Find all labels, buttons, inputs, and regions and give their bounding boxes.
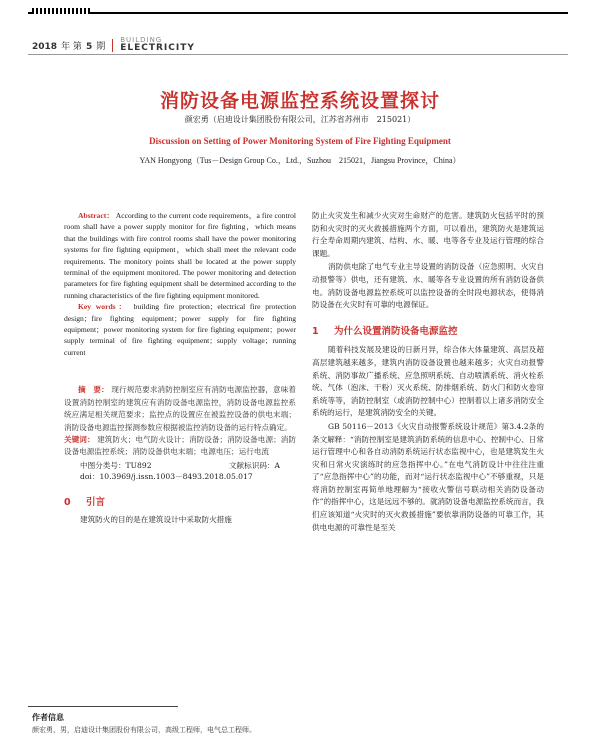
keywords-en-text: building fire protection；electrical fire protection design；fire fighting equipment；power supply for fire fighting equipment；power monitoring system for fire fighting equipment；power supply terminal of fire fighting equipment；supply voltage；running current <box>64 302 296 357</box>
document-code: 文献标识码：A <box>228 460 280 470</box>
journal-header <box>32 38 195 52</box>
top-rule <box>28 12 568 20</box>
header-divider <box>28 54 568 55</box>
left-column <box>64 210 296 526</box>
brand-line1: BUILDING <box>120 36 163 44</box>
section-0-title: 引言 <box>85 496 105 508</box>
keywords-cn-text: 建筑防火；电气防火设计；消防设备；消防设备电源；消防设备电源监控系统；消防设备供电末端；电源电压；运行电流 <box>64 434 297 457</box>
right-paragraph-1: 防止火灾发生和减少火灾对生命财产的危害。建筑防火包括平时的预防和火灾时的灭火救援措施两个方面，可以看出，建筑防火是建筑运行全寿命周期内建筑、结构、水、暖、电等各专业及运行管理的综合课题。 <box>312 211 544 258</box>
keywords-cn <box>64 434 296 459</box>
abstract-cn-text: 现行规范要求消防控制室应有消防电源监控器，意味着设置消防控制室的建筑应有消防设备电源监控，消防设备电源监控系统应满足相关规范要求；监控点的设置应在被监控设备的供电末端；消防设备电源监控探测参数应根据被监控消防设备的运行特点确定。 <box>64 385 297 432</box>
right-paragraph-2: 消防供电除了电气专业主导设置的消防设备（应急照明、火灾自动报警等）供电，还有建筑、水、暖等各专业设置的所有消防设备供电。消防设备电源监控系统可以监控设备的全时段电源状态，使得消防设备在火灾时有可靠的电源保证。 <box>312 262 544 310</box>
header-separator <box>112 39 113 52</box>
issue-year: 2018 <box>32 42 58 52</box>
author-cn: 颜宏勇（启迪设计集团股份有限公司，江苏省苏州市 215021） <box>184 115 416 124</box>
footer-divider <box>28 706 178 707</box>
classification-row <box>64 460 296 471</box>
intro-paragraph: 建筑防火的目的是在建筑设计中采取防火措施 <box>80 515 232 525</box>
abstract-en-label: Abstract： <box>78 211 115 220</box>
abstract-cn-label: 摘 要： <box>78 385 109 395</box>
issue-prefix: 年 第 <box>61 42 82 52</box>
abstract-en <box>64 210 296 301</box>
keywords-en <box>64 301 296 358</box>
right-paragraph-3: 随着科技发展及建设的日新月异，综合体大体量建筑、高层及超高层建筑越来越多，建筑内消防设备设置也越来越多；火灾自动报警系统、消防事故广播系统、应急照明系统、自动喷洒系统、消火栓系统、气体（泡沫、干粉）灭火系统、防排烟系统、防火门和防火卷帘系统等等，消防控制室（或消防控制中心）控制着以上诸多消防安全系统的运行，是建筑消防安全的关键。 <box>312 345 544 418</box>
footer-title: 作者信息 <box>32 713 64 722</box>
section-1-title: 为什么设置消防设备电源监控 <box>333 325 458 337</box>
keywords-cn-label: 关键词： <box>64 434 95 444</box>
section-1-number: 1 <box>312 325 319 337</box>
keywords-en-label: Key words： <box>78 302 129 312</box>
header-pattern <box>32 8 90 14</box>
issue-suffix: 期 <box>96 42 106 52</box>
footer-author-info: 颜宏勇，男，启迪设计集团股份有限公司，高级工程师，电气总工程师。 <box>32 726 256 734</box>
article-title-cn: 消防设备电源监控系统设置探讨 <box>159 90 440 112</box>
brand-line2: ELECTRICITY <box>120 43 195 53</box>
right-paragraph-4: GB 50116－2013《火灾自动报警系统设计规范》第3.4.2条的条文解释：“消防控制室是建筑消防系统的信息中心、控制中心、日常运行管理中心和各自动消防系统运行状态监视中心，也是建筑发生火灾和日常火灾演练时的应急指挥中心。”在电气消防设计中往往注重了“应急指挥中心”的功能，而对“运行状态监视中心”不够重视，只是将消防控制室再简单地理解为“接收火警信号联动相关消防设备动作”的指挥中心，这是远远不够的。就消防设备电源监控系统而言，我们应该知道“火灾时的灭火救援措施”要依靠消防设备的可靠工作，其供电电源的可靠性是至关 <box>312 421 544 532</box>
issue-number: 5 <box>85 42 93 52</box>
right-column <box>312 210 544 534</box>
abstract-cn <box>64 384 296 434</box>
doi: doi：10.3969/j.issn.1003－8493.2018.05.017 <box>80 471 253 481</box>
section-0-number: 0 <box>64 496 71 508</box>
abstract-en-text: According to the current code requirements，a fire control room shall have a power supply monitor for fire fighting，which means that the buildings with fire control rooms shall have the power monitoring systems for fire fighting equipment，which shall meet the relevant code requirements. The monitory points shall be located at the power supply terminal of the equipment monitored. The power monitoring and detection parameters for fire fighting equipment shall be determined according to the running characteristics of the fire fighting equipment monitored. <box>64 211 296 300</box>
section-0-heading <box>64 497 296 508</box>
section-1-heading <box>312 326 544 339</box>
clc-number: 中图分类号：TU892 <box>80 460 152 470</box>
article-title-en: Discussion on Setting of Power Monitoring System of Fire Fighting Equipment <box>149 136 451 146</box>
author-en: YAN Hongyong（Tus－Design Group Co.，Ltd.，Suzhou 215021，Jiangsu Province，China） <box>139 156 461 165</box>
journal-brand <box>120 36 195 52</box>
